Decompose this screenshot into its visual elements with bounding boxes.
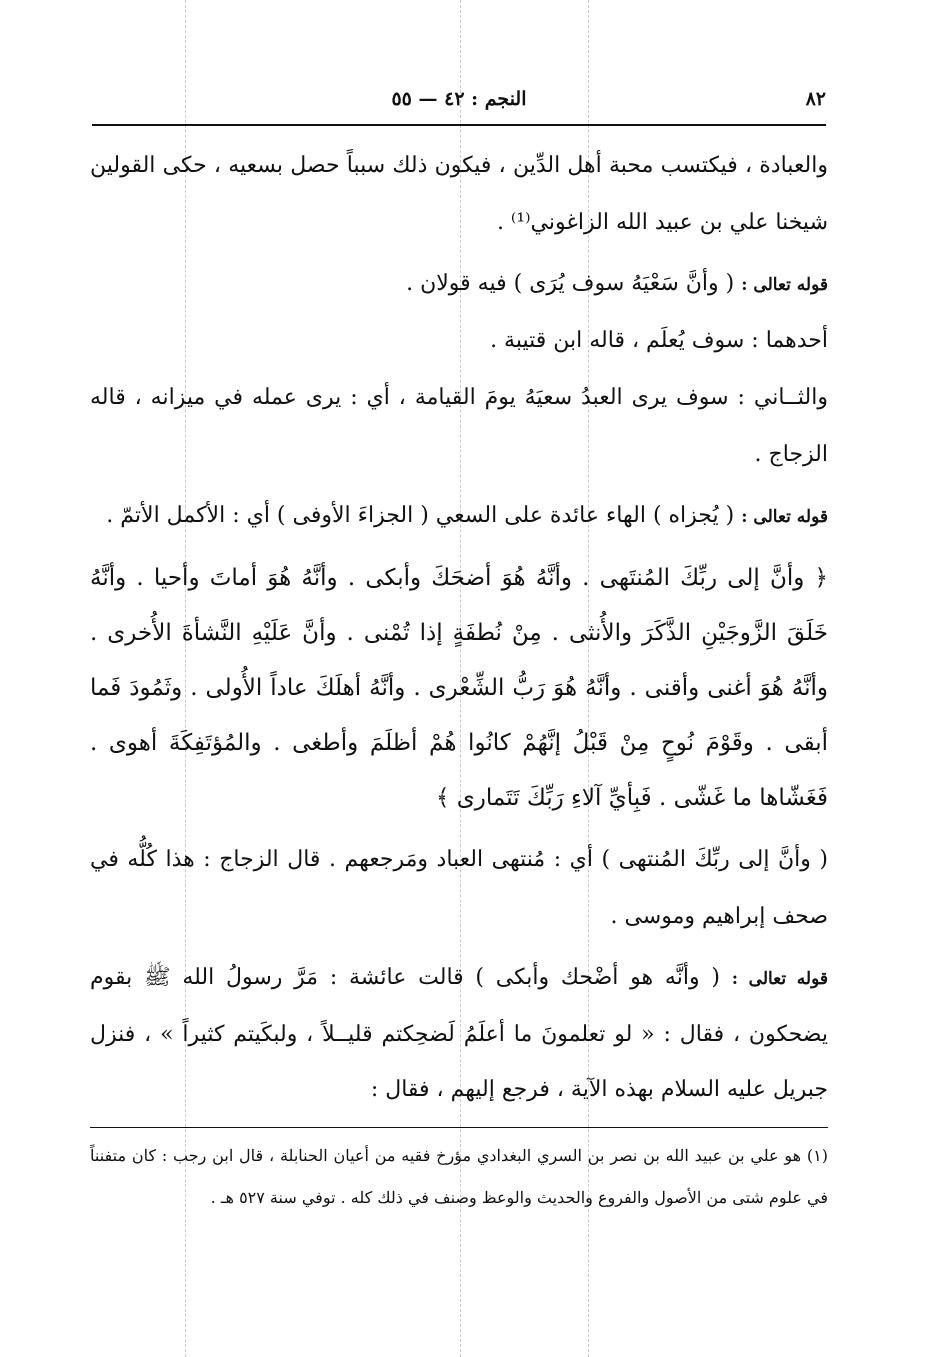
paragraph-text: أحدهما : سوف يُعلَم ، قاله ابن قتيبة . xyxy=(490,328,828,353)
footnote xyxy=(90,1135,828,1219)
paragraph-text: ( وأنَّ سَعْيَهُ سوف يُرَى ) فيه قولان . xyxy=(406,271,735,296)
paragraph xyxy=(90,488,828,545)
paragraph-text: والثــاني : سوف يرى العبدُ سعيَهُ يومَ القيامة ، أي : يرى عمله في ميزانه ، قاله الزجاج . xyxy=(90,385,828,467)
paragraph xyxy=(90,370,828,482)
paragraph-text: ( وأنَّ إلى ربِّكَ المُنتهى ) أي : مُنتهى العباد ومَرجعهم . قال الزجاج : هذا كُلُّه في صحف إبراهيم وموسى . xyxy=(90,847,828,929)
paragraph-lead: قوله تعالى : xyxy=(731,969,828,989)
header-rule xyxy=(92,124,826,126)
paragraph-lead: قوله تعالى : xyxy=(741,507,828,527)
paragraph-text: ( وأنَّه هو أضْحك وأبكى ) قالت عائشة : مَرَّ رسولُ الله ﷺ بقوم يضحكون ، فقال : « لو تعلمونَ ما أعلَمُ لَضحِكتم قليــلاً ، ولبكَيتم كثيراً » ، فنزل جبريل عليه السلام بهذه الآية ، فرجع إليهم ، فقال : xyxy=(90,965,828,1102)
paragraph xyxy=(90,832,828,944)
paragraph-lead: قوله تعالى : xyxy=(741,275,828,295)
quran-verse: ﴿ وأنَّ إلى ربِّكَ المُنتَهى . وأنَّهُ هُوَ أضحَكَ وأبكى . وأنَّهُ هُوَ أماتَ وأحيا . وأنَّهُ خَلَقَ الزَّوجَيْنِ الذَّكَرَ والأُنثى . مِنْ نُطفَةٍ إذا تُمْنى . وأنَّ عَلَيْهِ النَّشأةَ الأُخرى . وأنَّهُ هُوَ أغنى وأقنى . وأنَّهُ هُوَ رَبُّ الشِّعْرى . وأنَّهُ أهلَكَ عاداً الأُولى . وثَمُودَ فَما أبقى . وقَوْمَ نُوحٍ مِنْ قَبْلُ إنَّهُمْ كانُوا هُمْ أظلَمَ وأطغى . والمُؤتَفِكَةَ أهوى . فَغَشّاها ما غَشّى . فَبِأيِّ آلاءِ رَبِّكَ تَتَمارى ﴾ xyxy=(90,565,828,811)
paragraph xyxy=(90,256,828,313)
paragraph-text: ( يُجزاه ) الهاء عائدة على السعي ( الجزاءَ الأوفى ) أي : الأكمل الأتمّ . xyxy=(106,503,735,528)
footnote-text: (١) هو علي بن عبيد الله بن نصر بن السري البغدادي مؤرخ فقيه من أعيان الحنابلة ، قال ابن رجب : كان متفنناً في علوم شتى من الأصول والفروع والحديث والوعظ وصنف في ذلك كله . توفي سنة ٥٢٧ هـ . xyxy=(90,1146,828,1207)
paragraph xyxy=(90,950,828,1117)
paragraph xyxy=(90,313,828,370)
running-header xyxy=(92,88,826,122)
footnote-rule xyxy=(90,1127,828,1128)
paragraph xyxy=(90,138,828,250)
page-number: ٨٢ xyxy=(805,88,826,110)
paragraph-text: والعبادة ، فيكتسب محبة أهل الدِّين ، فيكون ذلك سبباً حصل بسعيه ، حكى القولين شيخنا علي بن عبيد الله الزاغوني⁽¹⁾ . xyxy=(90,153,828,235)
running-title: النجم : ٤٢ — ٥٥ xyxy=(391,88,527,110)
main-text xyxy=(90,138,828,1117)
